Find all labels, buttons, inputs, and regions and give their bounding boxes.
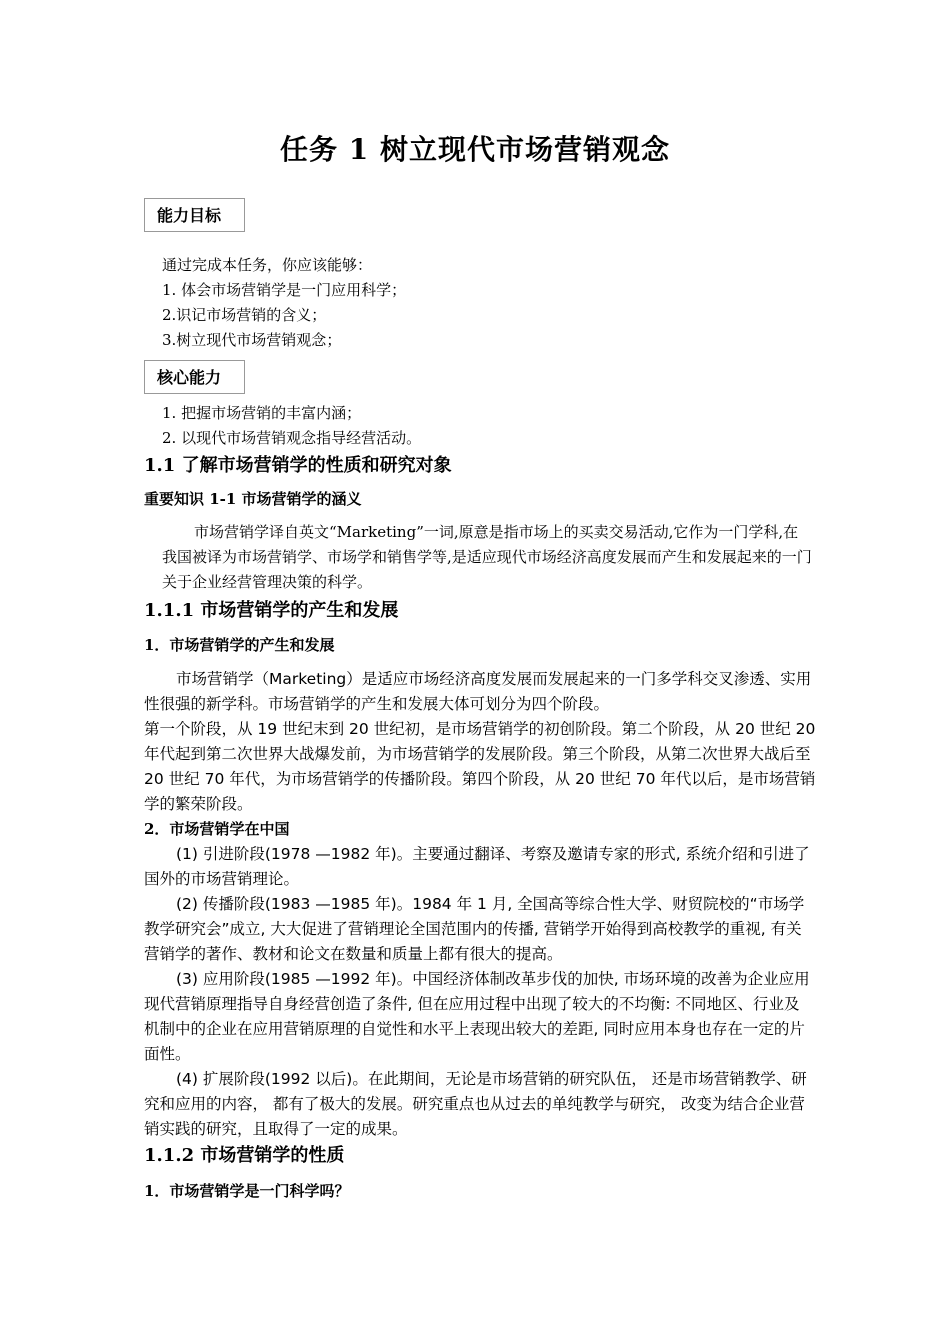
stage-paragraph: (4) 扩展阶段(1992 以后)。在此期间，无论是市场营销的研究队伍， 还是市场营销教学、研究和应用的内容， 都有了极大的发展。研究重点也从过去的单纯教学与研究， 改变为结合企业营销实践的研究，且取得了一定的成果。 — [144, 1070, 807, 1138]
origin-paragraphs — [144, 667, 816, 817]
stage-paragraph: (3) 应用阶段(1985 —1992 年)。中国经济体制改革步伐的加快, 市场环境的改善为企业应用现代营销原理指导自身经营创造了条件, 但在应用过程中出现了较大的不均衡: 不同地区、行业及机制中的企业在应用营销原理的自觉性和水平上表现出较大的差距, 同时应用本身也存在一定的片面性。 — [144, 970, 810, 1063]
ability-goal-item: 2.识记市场营销的含义； — [162, 306, 327, 324]
stage-paragraph: (1) 引进阶段(1978 —1982 年)。主要通过翻译、考察及邀请专家的形式, 系统介绍和引进了国外的市场营销理论。 — [144, 845, 810, 888]
sub-heading: 1．市场营销学是一门科学吗？ — [144, 1182, 350, 1200]
page-title: 任务 1 树立现代市场营销观念 — [280, 133, 670, 166]
core-ability-item: 1. 把握市场营销的丰富内涵； — [162, 404, 362, 422]
core-ability-label: 核心能力 — [144, 360, 245, 394]
paragraph-text: 市场营销学（Marketing）是适应市场经济高度发展而发展起来的一门多学科交叉渗透、实用性很强的新学科。市场营销学的产生和发展大体可划分为四个阶段。 — [144, 670, 812, 713]
subsection-heading: 1.1.2 市场营销学的性质 — [144, 1145, 345, 1166]
china-stages — [144, 842, 812, 1142]
stage-paragraph: (2) 传播阶段(1983 —1985 年)。1984 年 1 月, 全国高等综合性大学、财贸院校的“市场学教学研究会”成立, 大大促进了营销理论全国范围内的传播, 营销学开始得到高校教学的重视, 有关营销学的著作、教材和论文在数量和质量上都有很大的提高。 — [144, 895, 805, 963]
ability-goal-item: 1. 体会市场营销学是一门应用科学； — [162, 281, 407, 299]
ability-goal-item: 3.树立现代市场营销观念； — [162, 331, 342, 349]
paragraph-text: 第一个阶段，从 19 世纪末到 20 世纪初，是市场营销学的初创阶段。第二个阶段，从 20 世纪 20 年代起到第二次世界大战爆发前，为市场营销学的发展阶段。第三个阶段，从第二次世界大战后至 20 世纪 70 年代，为市场营销学的传播阶段。第四个阶段，从 20 世纪 70 年代以后，是市场营销学的繁荣阶段。 — [144, 720, 816, 813]
core-ability-item: 2. 以现代市场营销观念指导经营活动。 — [162, 429, 422, 447]
section-heading: 1.1 了解市场营销学的性质和研究对象 — [144, 455, 452, 476]
sub-heading: 1．市场营销学的产生和发展 — [144, 636, 335, 654]
paragraph-text: 市场营销学译自英文“Marketing”一词,原意是指市场上的买卖交易活动,它作为一门学科,在我国被译为市场营销学、市场学和销售学等,是适应现代市场经济高度发展而产生和发展起来的一门关于企业经营管理决策的科学。 — [162, 523, 812, 591]
ability-goal-label: 能力目标 — [144, 198, 245, 232]
definition-paragraph — [162, 520, 812, 595]
subsection-heading: 1.1.1 市场营销学的产生和发展 — [144, 600, 399, 621]
sub-heading: 2．市场营销学在中国 — [144, 820, 290, 838]
key-knowledge-heading: 重要知识 1-1 市场营销学的涵义 — [144, 490, 362, 508]
ability-goal-intro: 通过完成本任务，你应该能够： — [162, 256, 373, 274]
